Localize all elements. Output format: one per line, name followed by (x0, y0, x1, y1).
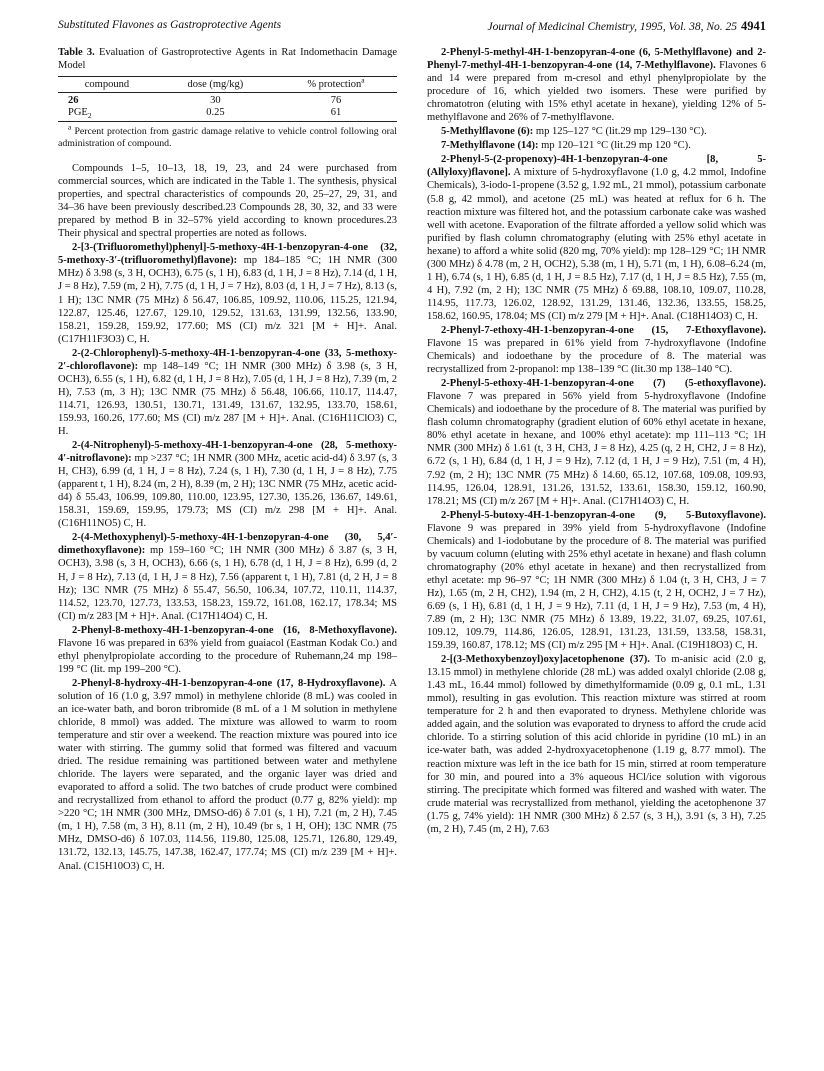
table-row (58, 107, 397, 122)
compound-37-title: 2-[(3-Methoxybenzoyl)oxy]acetophenone (37). (441, 654, 650, 666)
compound-15-title: 2-Phenyl-7-ethoxy-4H-1-benzopyran-4-one (15, 7-Ethoxyflavone). (441, 324, 766, 336)
compound-17-title: 2-Phenyl-8-hydroxy-4H-1-benzopyran-4-one (17, 8-Hydroxyflavone). (72, 677, 386, 689)
table-label: Table 3. (58, 47, 95, 58)
table-title: Evaluation of Gastroprotective Agents in Rat Indomethacin Damage Model (58, 47, 397, 71)
compound-30-title: 2-(4-Methoxyphenyl)-5-methoxy-4H-1-benzopyran-4-one (30, 5,4′-dimethoxyflavone): (58, 532, 397, 557)
table-footnote: $^a$ Percent protection from gastric damage relative to vehicle control following oral administration of compound. (58, 122, 397, 150)
compound-6-14-title: 2-Phenyl-5-methyl-4H-1-benzopyran-4-one (6, 5-Methylflavone) and 2-Phenyl-7-methyl-4H-1-benzopyran-4-one (14, 7-Methylflavone). (427, 47, 766, 72)
col-protection: % protection$^a$ (275, 77, 397, 93)
compound-16-entry: 2-Phenyl-8-methoxy-4H-1-benzopyran-4-one (16, 8-Methoxyflavone). Flavone 16 was prepared in 63% yield from guaiacol (Eastman Kodak Co.) and ethyl phenylpropiolate according to the procedure of Ruhemann,24 mp 198–199 °C (lit. mp 199–200 °C). (58, 624, 397, 675)
compound-14-entry: 7-Methylflavone (14): mp 120–121 °C (lit.29 mp 120 °C). (441, 140, 691, 152)
compound-37-entry: 2-[(3-Methoxybenzoyl)oxy]acetophenone (37). To m-anisic acid (2.0 g, 13.15 mmol) in methylene chloride (28 mL) was added oxalyl chloride (2.08 g, 1.43 mL, 16.44 mmol) followed by dimethylformamide (0.09 g, 0.1 mL, 1.31 mmol), resulting in gas evolution. This reaction mixture was stirred at room temperature for 2 h and then evaporated to dryness. Methylene chloride was added again, and the solution was evaporated to dryness to afford the crude acid chloride. To a stirring solution of this acid chloride in pyridine (10 mL) in an ice-water bath, was added 2-hydroxyacetophenone (1.19 g, 8.77 mmol). The reaction mixture was left in the ice bath for 15 min, stirred at room temperature for 30 min, and poured into a 3% aqueous HCl/ice solution with vigorous stirring. The precipitate which formed was filtered and washed with water. The crude material was recrystallized from methanol, yielding the acetophenone 37 (1.75 g, 74% yield): 1H NMR (300 MHz) δ 2.57 (s, 3 H,), 3.91 (s, 3 H), 7.25 (m, 2 H), 7.45 (m, 2 H), 7.63 (427, 654, 766, 835)
page-number: 4941 (741, 19, 766, 33)
compound-32-title: 2-[3-(Trifluoromethyl)phenyl]-5-methoxy-4H-1-benzopyran-4-one (32, 5-methoxy-3′-(trifluoromethyl)flavone): (58, 242, 397, 267)
cell-protection: 76 (330, 95, 342, 107)
table-3 (58, 76, 397, 122)
cell-dose: 0.25 (156, 107, 275, 122)
compound-6-entry: 5-Methylflavone (6): mp 125–127 °C (lit.29 mp 129–130 °C). (441, 126, 707, 138)
journal-citation (488, 19, 766, 34)
compound-28-title: 2-(4-Nitrophenyl)-5-methoxy-4H-1-benzopyran-4-one (28, 5-methoxy-4′-nitroflavone): (58, 440, 397, 465)
left-column (58, 46, 397, 873)
journal-name: Journal of Medicinal Chemistry, 1995, Vol. 38, No. 25 (487, 21, 737, 33)
compound-6-14-entry: 2-Phenyl-5-methyl-4H-1-benzopyran-4-one (6, 5-Methylflavone) and 2-Phenyl-7-methyl-4H-1-benzopyran-4-one (14, 7-Methylflavone). Flavones 6 and 14 were prepared from m-cresol and ethyl phenylpropiolate by the procedure of 16, which yielded two isomers. These were purified by chromatotron (eluting with 15% ethyl acetate in hexane), yielding 12% of 5-methylflavone and 26% of 7-methylflavone. (427, 47, 766, 124)
cell-dose: 30 (210, 95, 221, 107)
compound-15-entry: 2-Phenyl-7-ethoxy-4H-1-benzopyran-4-one (15, 7-Ethoxyflavone). Flavone 15 was prepared in 61% yield from 7-hydroxyflavone (Indofine Chemicals) and iodoethane by the procedure of 8. The material was recrystallized from 2-propanol: mp 138–139 °C (lit.30 mp 138–140 °C). (427, 324, 766, 376)
compound-6-title: 5-Methylflavone (6): (441, 126, 534, 138)
col-compound: compound (58, 77, 156, 93)
compound-28-entry: 2-(4-Nitrophenyl)-5-methoxy-4H-1-benzopyran-4-one (28, 5-methoxy-4′-nitroflavone): mp >237 °C; 1H NMR (300 MHz, acetic acid-d4) δ 3.97 (s, 3 H, CH3), 6.99 (d, 1 H, J = 8 Hz), 7.24 (s, 1 H), 7.30 (d, 1 H, J = 8 Hz), 7.75 (apparent t, 1 H), 8.24 (m, 2 H), 8.39 (m, 2 H); 13C NMR (75 MHz, acetic acid-d4) δ 55.43, 106.99, 109.80, 110.00, 123.95, 127.30, 135.26, 136.67, 149.61, 158.31, 159.69, 159.95, 179.73; MS (CI) m/z 298 [M + H]+. Anal. (C16H11NO5) C, H. (58, 440, 397, 530)
cell-protection: 61 (275, 107, 397, 122)
compound-30-entry: 2-(4-Methoxyphenyl)-5-methoxy-4H-1-benzopyran-4-one (30, 5,4′-dimethoxyflavone): mp 159–160 °C; 1H NMR (300 MHz) δ 3.87 (s, 3 H, OCH3), 3.98 (s, 3 H, OCH3), 6.66 (s, 1 H), 6.78 (d, 1 H, J = 8 Hz), 6.99 (d, 2 H, J = 8 Hz), 7.13 (d, 1 H, J = 8 Hz), 7.56 (apparent t, 1 H), 7.81 (d, 2 H, J = 8 Hz); 13C NMR (75 MHz) δ 55.47, 56.50, 106.34, 107.72, 110.11, 114.37, 114.52, 123.70, 127.73, 133.53, 158.23, 159.72, 161.08, 162.17, 178.34; MS (CI) m/z 283 [M + H]+. Anal. (C17H14O4) C, H. (58, 532, 397, 622)
compound-33-title: 2-(2-Chlorophenyl)-5-methoxy-4H-1-benzopyran-4-one (33, 5-methoxy-2′-chloroflavone): (58, 347, 397, 372)
cell-compound: $PGE_2$ (58, 107, 156, 122)
cell-compound: 26 (68, 95, 79, 107)
compound-8-title: 2-Phenyl-5-(2-propenoxy)-4H-1-benzopyran-4-one [8, 5-(Allyloxy)flavone]. (427, 154, 766, 179)
intro-paragraph: Compounds 1–5, 10–13, 18, 19, 23, and 24 were purchased from commercial sources, which are indicated in the Table 1. The synthesis, physical properties, and spectral characteristics of compounds 20, 25–27, 29, 31, and 34–36 have been previously described.23 Compounds 28, 30, 32, and 33 were prepared by method B in 32–57% yield according to known procedures.23 Their physical and spectral properties are noted as follows. (58, 163, 397, 240)
running-title: Substituted Flavones as Gastroprotective Agents (58, 19, 282, 31)
compound-33-entry: 2-(2-Chlorophenyl)-5-methoxy-4H-1-benzopyran-4-one (33, 5-methoxy-2′-chloroflavone): mp 148–149 °C; 1H NMR (300 MHz) δ 3.98 (s, 3 H, OCH3), 6.55 (s, 1 H), 6.82 (d, 1 H, J = 8 Hz), 7.05 (d, 1 H, J = 8 Hz), 7.39 (m, 2 H), 7.53 (m, 3 H); 13C NMR (75 MHz) δ 56.48, 106.66, 110.17, 114.47, 114.71, 126.93, 130.51, 130.71, 131.49, 131.67, 132.95, 133.70, 158.61, 159.93, 160.26, 177.60; MS (CI) m/z 287 [M + H]+. Anal. (C16H11ClO3) C, H. (58, 347, 397, 437)
compound-8-entry: 2-Phenyl-5-(2-propenoxy)-4H-1-benzopyran-4-one [8, 5-(Allyloxy)flavone]. A mixture of 5-hydroxyflavone (1.0 g, 4.2 mmol, Indofine Chemicals), 3-iodo-1-propene (3.52 g, 1.92 mL, 21 mmol), potassium carbonate (5.8 g, 42 mmol), and acetone (25 mL) was heated at reflux for 6 h. The reaction mixture was filtered hot, and the potassium carbonate cake was washed well with acetone. Evaporation of the filtrate afforded a yellow solid which was purified by flash column chromatography (eluting with 25% ethyl acetate in hexane) to afford a white solid (820 mg, 70% yield): mp 128–129 °C; 1H NMR (300 MHz) δ 4.78 (m, 2 H, OCH2), 5.38 (m, 1 H), 5.71 (m, 1 H), 6.08–6.24 (m, 1 H), 6.74 (s, 1 H), 6.85 (d, 1 H, J = 8.5 Hz), 7.17 (d, 1 H, J = 8.5 Hz), 7.55 (m, 4 H), 7.92 (m, 2 H); 13C NMR (75 MHz) δ 69.88, 108.10, 109.07, 110.28, 114.95, 117.73, 126.02, 128.92, 131.29, 131.46, 132.36, 133.55, 158.25, 158.62, 160.95, 178.04; MS (CI) m/z 279 [M + H]+. Anal. (C18H14O3) C, H. (427, 154, 766, 322)
compound-17-entry: 2-Phenyl-8-hydroxy-4H-1-benzopyran-4-one (17, 8-Hydroxyflavone). A solution of 16 (1.0 g, 3.97 mmol) in methylene chloride (8 mL) was cooled in an ice-water bath, and boron tribromide (8 mL of a 1 M solution in methylene chloride, 8 mmol) was added. The mixture was allowed to warm to room temperature and stir over a weekend. The reaction mixture was poured into ice water with stirring. The gummy solid that formed was filtered and vacuum dried. The residue remaining was partitioned between water and methylene chloride. The layers were separated, and the organic layer was dried and evaporated to afford a solid. The two batches of crude product were combined and recrystallized from ethanol to afford the product (0.77 g, 82% yield): mp >220 °C; 1H NMR (300 MHz, DMSO-d6) δ 7.01 (s, 1 H), 7.21 (m, 2 H), 7.45 (m, 1 H), 7.58 (m, 3 H), 8.11 (m, 2 H), 10.49 (br s, 1 H, OH); 13C NMR (75 MHz, DMSO-d6) δ 107.03, 114.56, 119.80, 125.08, 125.71, 126.80, 129.49, 131.72, 132.13, 145.75, 147.38, 162.47, 177.74; MS (CI) m/z 239 [M + H]+. Anal. (C15H10O3) C, H. (58, 677, 397, 872)
compound-9-entry: 2-Phenyl-5-butoxy-4H-1-benzopyran-4-one (9, 5-Butoxyflavone). Flavone 9 was prepared in 39% yield from 5-hydroxyflavone (Indofine Chemicals) and 1-iodobutane by the procedure of 8. The material was purified by vacuum column (eluting with 25% ethyl acetate in hexane) and flash column chromatography (20% ethyl acetate in hexane) and then recrystallized from ethyl acetate: mp 96–97 °C; 1H NMR (300 MHz) δ 1.04 (t, 3 H, CH3, J = 7 Hz), 1.65 (m, 2 H, CH2), 1.94 (m, 2 H, CH2), 4.15 (t, 2 H, OCH2, J = 7 Hz), 6.69 (s, 1 H), 6.81 (d, 1 H, J = 9 Hz), 7.11 (d, 1 H, J = 9 Hz), 7.53 (m, 4 H), 7.89 (m, 2 H); 13C NMR (75 MHz) δ 13.89, 19.22, 31.07, 69.25, 107.61, 109.12, 109.79, 114.86, 126.05, 128.91, 131.23, 131.59, 133.58, 158.31, 159.39, 160.87, 178.12; MS (CI) m/z 295 [M + H]+. Anal. (C19H18O3) C, H. (427, 509, 766, 652)
compound-32-entry: 2-[3-(Trifluoromethyl)phenyl]-5-methoxy-4H-1-benzopyran-4-one (32, 5-methoxy-3′-(trifluoromethyl)flavone): mp 184–185 °C; 1H NMR (300 MHz) δ 3.98 (s, 3 H, OCH3), 6.75 (s, 1 H), 6.83 (d, 1 H, J = 8 Hz), 7.14 (d, 1 H, J = 8 Hz), 7.59 (m, 2 H), 7.75 (d, 1 H, J = 7 Hz), 8.03 (d, 1 H, J = 7 Hz), 8.13 (s, 1 H); 13C NMR (75 MHz) δ 56.47, 106.85, 109.92, 110.06, 115.25, 121.94, 122.87, 125.46, 127.67, 129.10, 129.52, 131.63, 131.99, 132.56, 133.90, 158.21, 159.28, 159.92, 177.60; MS (CI) m/z 321 [M + H]+. Anal. (C17H11F3O3) C, H. (58, 242, 397, 345)
compound-16-title: 2-Phenyl-8-methoxy-4H-1-benzopyran-4-one (16, 8-Methoxyflavone). (72, 624, 397, 636)
compound-14-title: 7-Methylflavone (14): (441, 140, 539, 152)
col-dose: dose (mg/kg) (156, 77, 275, 93)
table-header-row (58, 77, 397, 93)
table-caption (58, 46, 397, 72)
running-header (58, 19, 766, 35)
right-column (427, 46, 766, 836)
table-row (58, 93, 397, 108)
compound-9-title: 2-Phenyl-5-butoxy-4H-1-benzopyran-4-one (9, 5-Butoxyflavone). (441, 509, 766, 521)
compound-7-title: 2-Phenyl-5-ethoxy-4H-1-benzopyran-4-one (7) (5-ethoxyflavone). (441, 378, 766, 390)
compound-7-entry: 2-Phenyl-5-ethoxy-4H-1-benzopyran-4-one (7) (5-ethoxyflavone). Flavone 7 was prepared in 56% yield from 5-hydroxyflavone (Indofine Chemicals) and iodoethane by the procedure of 8. The material was purified by flash column chromatography (gradient elution of 60% ethyl acetate in hexane, 80% ethyl acetate in hexane, and 100% ethyl acetate): mp 111–113 °C; 1H NMR (300 MHz) δ 1.61 (t, 3 H, CH3, J = 8 Hz), 4.25 (q, 2 H, CH2, J = 8 Hz), 6.72 (s, 1 H), 6.84 (d, 1 H, J = 9 Hz), 7.12 (d, 1 H, J = 9 Hz), 7.51 (m, 4 H), 7.92 (m, 2 H); 13C NMR (75 MHz) δ 14.60, 65.12, 107.68, 109.08, 109.93, 114.95, 126.04, 128.91, 131.26, 131.52, 133.61, 158.30, 159.12, 160.90, 178.21; MS (CI) m/z 267 [M + H]+. Anal. (C17H14O3) C, H. (427, 378, 766, 507)
